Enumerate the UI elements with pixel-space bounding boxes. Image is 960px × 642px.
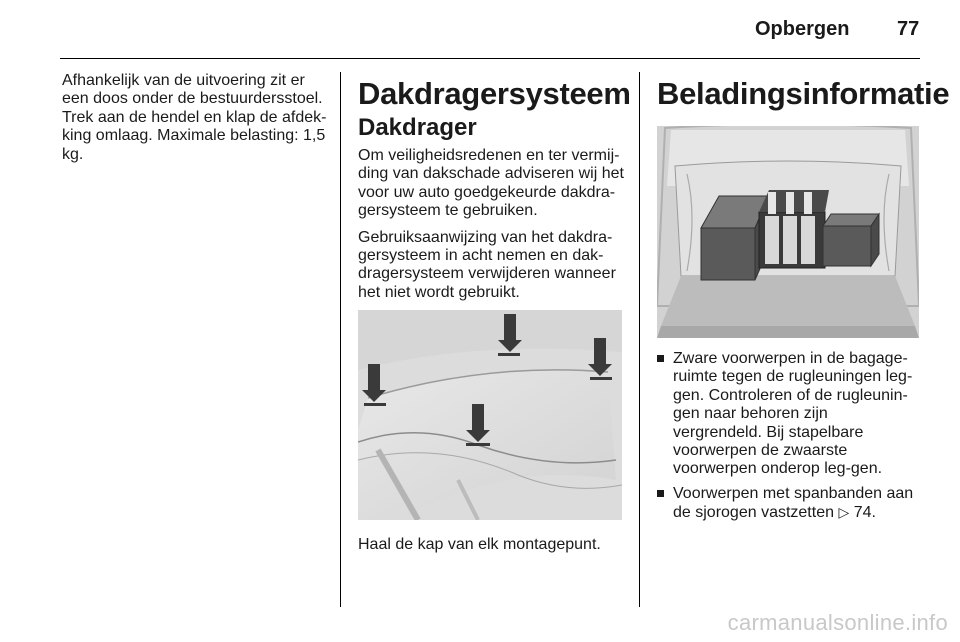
column-1 (62, 72, 330, 172)
loading-instructions-list (657, 350, 921, 523)
seat-box-paragraph: Afhankelijk van de uitvoering zit er een doos onder de bestuurdersstoel. Trek aan de hendel en klap de afdek-king omlaag. Maximale belasting: 1,5 kg. (62, 72, 327, 163)
luggage-compartment-illustration (657, 126, 919, 338)
cross-reference-page-link[interactable]: 74. (853, 504, 876, 522)
roof-mounting-points-illustration (358, 310, 622, 520)
bottle-crate-icon (759, 190, 829, 268)
roof-rack-paragraph-1: Om veiligheidsredenen en ter vermij-ding van dakschade adviseren wij het voor uw auto goedgekeurde dakdra-gersysteem te gebruiken. (358, 147, 624, 220)
bullet-text: Zware voorwerpen in de bagage-ruimte tegen de rugleuningen leg-gen. Controleren of de rugleunin-gen naar behoren zijn vergrendeld. Bij stapelbare voorwerpen de zwaarste voorwerpen onderop leg-gen. (673, 350, 913, 478)
page-header-title: Opbergen (755, 18, 850, 40)
watermark: carmanualsonline.info (727, 610, 948, 635)
box-icon (823, 214, 879, 266)
bullet-text: Voorwerpen met spanbanden aan de sjorogen vastzetten (673, 484, 914, 522)
list-item (657, 350, 921, 479)
roof-rack-subheading: Dakdrager (358, 114, 477, 141)
page-number: 77 (897, 18, 920, 40)
column-2 (358, 76, 631, 563)
roof-rack-caption: Haal de kap van elk montagepunt. (358, 536, 601, 554)
roof-rack-system-heading: Dakdragersysteem (358, 76, 631, 111)
cross-reference-arrow-icon: ▷ (838, 504, 850, 521)
list-item (657, 485, 921, 523)
header-divider (60, 58, 920, 59)
loading-info-heading: Beladingsinformatie (657, 76, 950, 111)
column-divider-1 (340, 72, 341, 607)
roof-rack-paragraph-2: Gebruiksaanwijzing van het dakdra-gersysteem in acht nemen en dak-dragersysteem verwijderen wanneer het niet wordt gebruikt. (358, 228, 616, 301)
column-divider-2 (639, 72, 640, 607)
bullet-square-icon (657, 355, 664, 362)
bullet-square-icon (657, 490, 664, 497)
column-3 (657, 76, 950, 529)
